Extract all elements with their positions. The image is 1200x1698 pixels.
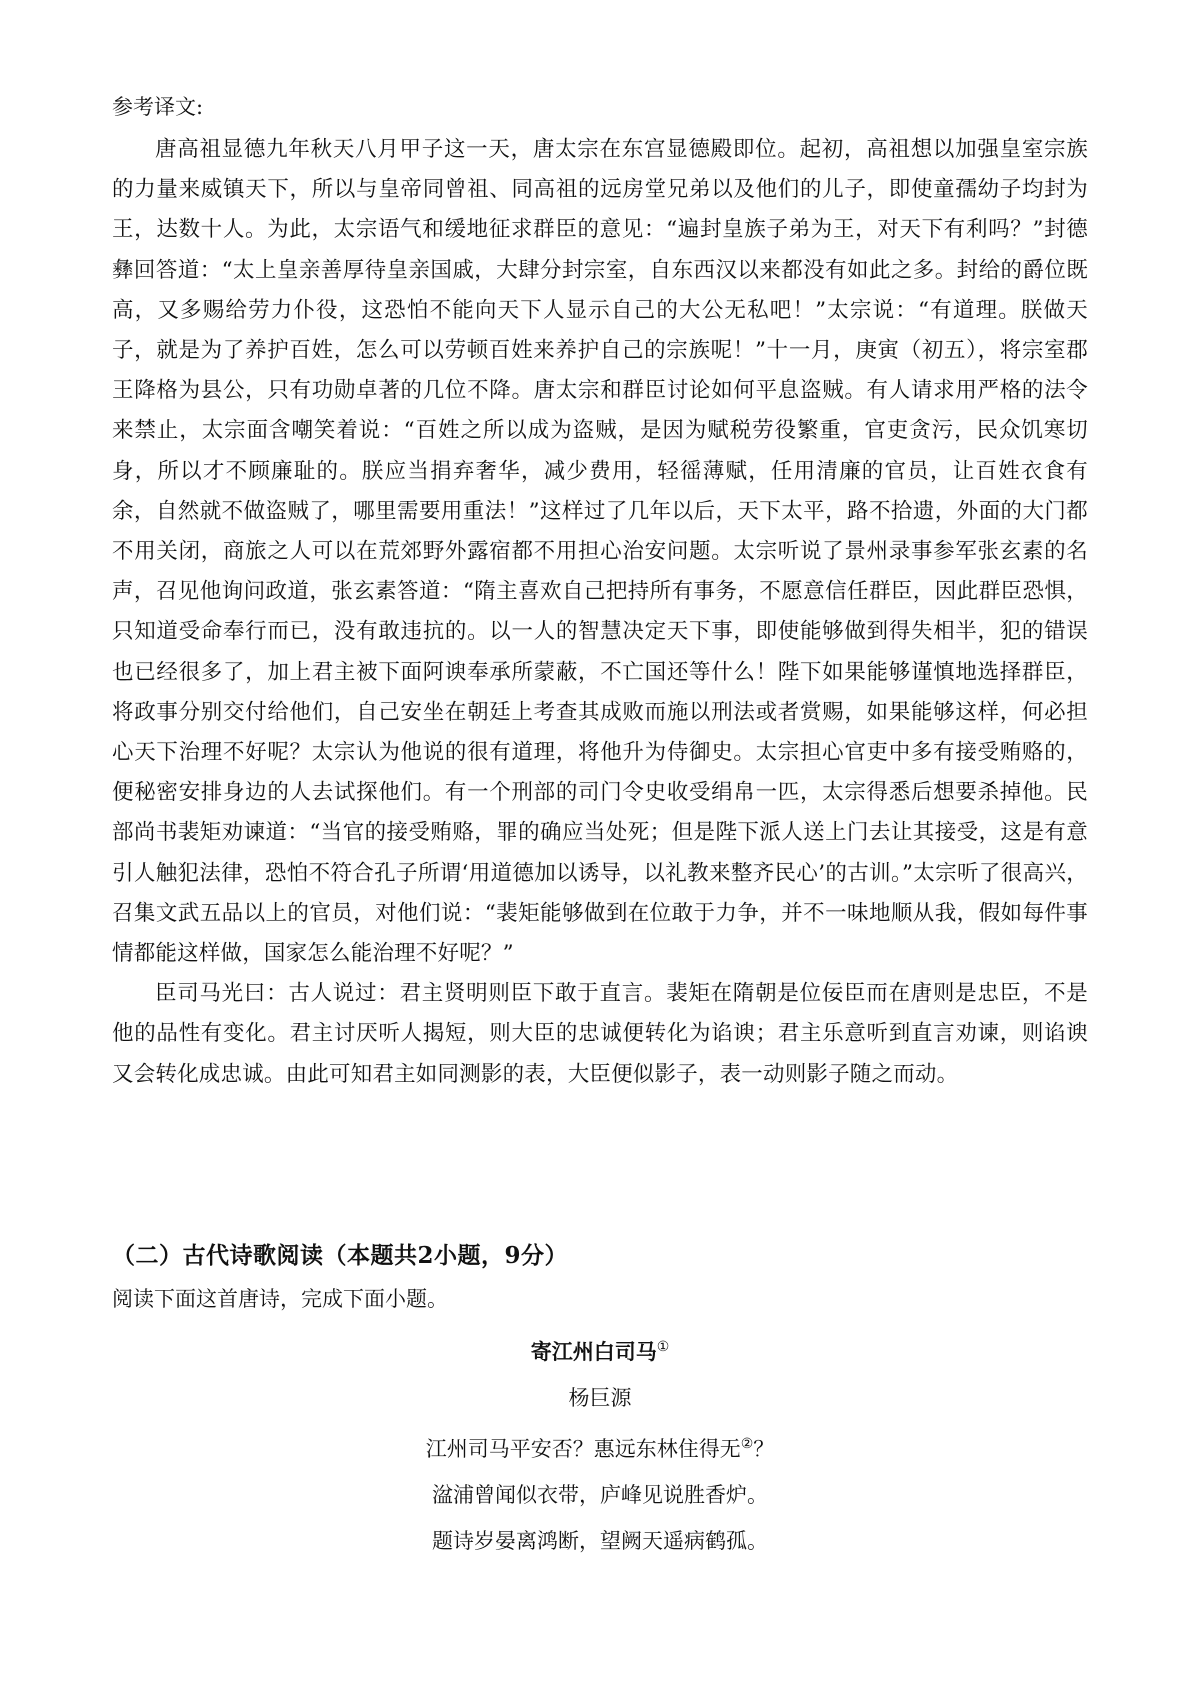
poem-title-text: 寄江州白司马	[530, 1339, 657, 1364]
poem-line-1-footnote-mark: ②	[740, 1436, 754, 1452]
reading-instruction: 阅读下面这首唐诗，完成下面小题。	[112, 1287, 448, 1311]
poem-author: 杨巨源	[568, 1386, 632, 1410]
translation-body	[112, 130, 1088, 1095]
poem-line-1	[112, 1428, 1088, 1465]
poem-line-2: 湓浦曾闻似衣带，庐峰见说胜香炉。	[432, 1483, 768, 1507]
translation-paragraph-2: 臣司马光曰：古人说过：君主贤明则臣下敢于直言。裴矩在隋朝是位佞臣而在唐则是忠臣，不是他的品性有变化。君主讨厌听人揭短，则大臣的忠诚便转化为谄谀；君主乐意听到直言劝谏，则谄谀又会转化成忠诚。由此可知君主如同测影的表，大臣便似影子，表一动则影子随之而动。	[112, 981, 1088, 1087]
poem-title-footnote-mark: ①	[656, 1339, 670, 1355]
poem-title	[112, 1331, 1088, 1368]
poem-block	[112, 1331, 1088, 1571]
translation-paragraph-1: 唐高祖显德九年秋天八月甲子这一天，唐太宗在东宫显德殿即位。起初，高祖想以加强皇室宗族的力量来威镇天下，所以与皇帝同曾祖、同高祖的远房堂兄弟以及他们的儿子，即使童孺幼子均封为王，达数十人。为此，太宗语气和缓地征求群臣的意见：“遍封皇族子弟为王，对天下有利吗？”封德彝回答道：“太上皇亲善厚待皇亲国戚，大肆分封宗室，自东西汉以来都没有如此之多。封给的爵位既高，又多赐给劳力仆役，这恐怕不能向天下人显示自己的大公无私吧！”太宗说：“有道理。朕做天子，就是为了养护百姓，怎么可以劳顿百姓来养护自己的宗族呢！”十一月，庚寅（初五），将宗室郡王降格为县公，只有功勋卓著的几位不降。唐太宗和群臣讨论如何平息盗贼。有人请求用严格的法令来禁止，太宗面含嘲笑着说：“百姓之所以成为盗贼，是因为赋税劳役繁重，官吏贪污，民众饥寒切身，所以才不顾廉耻的。朕应当捐弃奢华，减少费用，轻徭薄赋，任用清廉的官员，让百姓衣食有余，自然就不做盗贼了，哪里需要用重法！”这样过了几年以后，天下太平，路不拾遗，外面的大门都不用关闭，商旅之人可以在荒郊野外露宿都不用担心治安问题。太宗听说了景州录事参军张玄素的名声，召见他询问政道，张玄素答道：“隋主喜欢自己把持所有事务，不愿意信任群臣，因此群臣恐惧，只知道受命奉行而已，没有敢违抗的。以一人的智慧决定天下事，即使能够做到得失相半，犯的错误也已经很多了，加上君主被下面阿谀奉承所蒙蔽，不亡国还等什么！陛下如果能够谨慎地选择群臣，将政事分别交付给他们，自己安坐在朝廷上考查其成败而施以刑法或者赏赐，如果能够这样，何必担心天下治理不好呢？太宗认为他说的很有道理，将他升为侍御史。太宗担心官吏中多有接受贿赂的，便秘密安排身边的人去试探他们。有一个刑部的司门令史收受绢帛一匹，太宗得悉后想要杀掉他。民部尚书裴矩劝谏道：“当官的接受贿赂，罪的确应当处死；但是陛下派人送上门去让其接受，这是有意引人触犯法律，恐怕不符合孔子所谓‘用道德加以诱导，以礼教来整齐民心’的古训。”太宗听了很高兴，召集文武五品以上的官员，对他们说：“裴矩能够做到在位敢于力争，并不一味地顺从我，假如每件事情都能这样做，国家怎么能治理不好呢？”	[112, 137, 1088, 967]
poem-line-3: 题诗岁晏离鸿断，望阙天遥病鹤孤。	[432, 1529, 768, 1553]
poem-line-1-text: 江州司马平安否？惠远东林住得无	[425, 1437, 741, 1461]
translation-label: 参考译文:	[112, 95, 204, 119]
section-heading: （二）古代诗歌阅读（本题共2小题，9分）	[112, 1242, 569, 1269]
poem-line-1-end: ？	[753, 1437, 775, 1461]
